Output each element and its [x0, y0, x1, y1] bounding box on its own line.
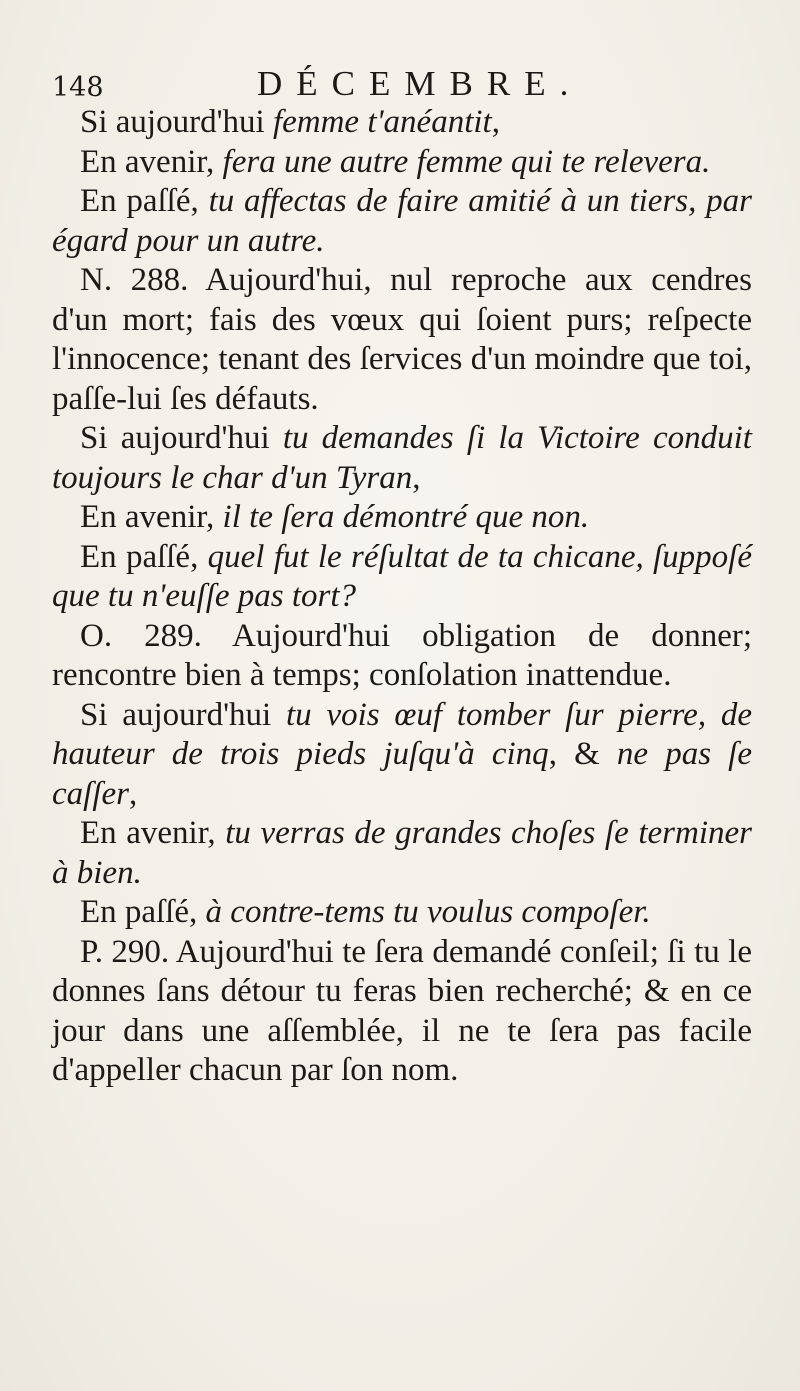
text-run: En avenir,	[80, 499, 223, 535]
italic-run: tu vois œuf tomber ſur pierre, de hauteur de trois pieds juſqu'à cinq	[52, 696, 752, 772]
text-run: Si aujourd'hui	[80, 420, 283, 456]
text-run: En paſſé,	[80, 894, 206, 930]
italic-run: ne pas ſe caſſer	[52, 736, 752, 812]
text-run: En paſſé,	[80, 538, 208, 575]
text-run: Si aujourd'hui	[80, 696, 286, 733]
paragraph	[52, 419, 752, 498]
paragraph	[52, 261, 752, 419]
italic-run: tu demandes ſi la Victoire conduit toujours le char d'un Tyran	[52, 420, 752, 496]
text-run: O. 289. Aujourd'hui obligation de donner; rencontre bien à temps; conſolation inattendue.	[52, 617, 752, 693]
italic-run: femme t'anéantit	[272, 104, 492, 140]
text-run: Si aujourd'hui	[80, 104, 273, 140]
text-run: , &	[548, 736, 617, 772]
italic-run: fera une autre femme qui te relevera.	[222, 143, 711, 180]
paragraph	[52, 538, 752, 617]
text-run: En avenir,	[80, 815, 226, 851]
running-head: DÉCEMBRE.	[257, 64, 583, 103]
paragraph	[52, 617, 752, 696]
text-run: En paſſé,	[80, 183, 209, 219]
paragraph	[52, 893, 752, 933]
text-run: En avenir,	[80, 143, 223, 180]
paragraph	[52, 933, 752, 1091]
paragraph	[52, 498, 752, 538]
paragraph	[52, 103, 752, 143]
text-run: ,	[491, 104, 500, 140]
text-run: P. 290. Aujourd'hui te ſera demandé conſeil; ſi tu le donnes ſans détour tu feras bien recherché; & en ce jour dans une aſſemblée, il ne te ſera pas facile d'appeller chacun par ſon nom.	[52, 933, 752, 1088]
italic-run: à contre-tems tu voulus compoſer.	[205, 894, 651, 930]
text-run: ,	[128, 775, 138, 812]
italic-run: quel fut le réſultat de ta chicane, ſuppoſé que tu n'euſſe pas tort?	[52, 538, 752, 614]
paragraph	[52, 814, 752, 893]
italic-run: il te ſera démontré que non.	[222, 499, 590, 535]
paragraph	[52, 182, 752, 261]
page-number: 148	[52, 72, 104, 103]
text-run: ,	[412, 459, 421, 496]
paragraph	[52, 696, 752, 815]
text-run: N. 288. Aujourd'hui, nul reproche aux cendres d'un mort; fais des vœux qui ſoient purs; reſpecte l'innocence; tenant des ſervices d'un moindre que toi, paſſe-lui ſes défauts.	[52, 262, 752, 417]
paragraph	[52, 143, 752, 183]
italic-run: tu verras de grandes choſes ſe terminer à bien.	[52, 815, 752, 891]
italic-run: tu affectas de faire amitié à un tiers, par égard pour un autre.	[52, 183, 752, 259]
body-text	[52, 103, 752, 1091]
